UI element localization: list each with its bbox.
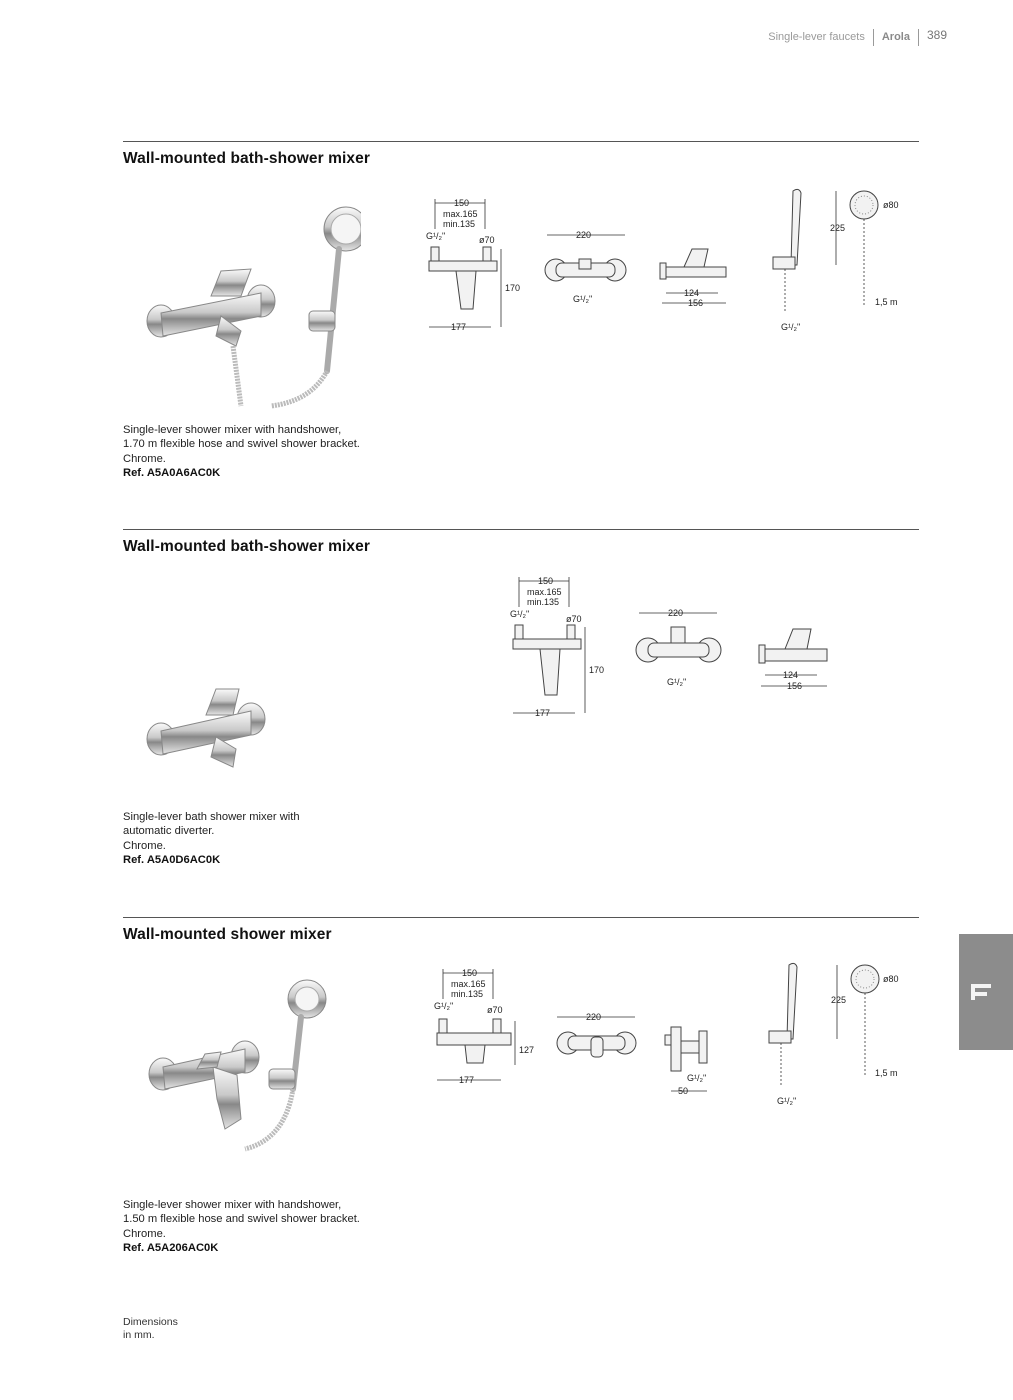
section-title: Wall-mounted bath-shower mixer — [123, 538, 371, 555]
product-ref: Ref. A5A206AC0K — [123, 1241, 219, 1254]
header-divider — [918, 29, 919, 46]
footnote-line: in mm. — [123, 1329, 155, 1341]
plan-dimension-drawing — [541, 225, 636, 315]
side-dimension-drawing — [658, 231, 738, 316]
product-description — [123, 810, 300, 867]
section-divider — [123, 917, 919, 918]
dim-177: 177 — [459, 1075, 475, 1085]
header-divider — [873, 29, 874, 46]
dim-220: 220 — [576, 230, 592, 240]
description-line: automatic diverter. — [123, 825, 215, 838]
section-title: Wall-mounted bath-shower mixer — [123, 150, 371, 167]
dim-g-half-inch-hose-left: G¹/₂" — [781, 322, 801, 332]
dim-max165: max.165 — [443, 209, 478, 219]
dim-g-half-inch-front: G¹/₂" — [573, 294, 593, 304]
product-section-3 — [123, 917, 919, 1254]
description-line: Single-lever shower mixer with handshower, — [123, 424, 342, 436]
footnote-line: Dimensions — [123, 1316, 178, 1328]
handshower-dimension-drawing — [759, 959, 924, 1109]
dim-225: 225 — [830, 223, 846, 233]
shower-mixer-with-handshower-photo — [145, 979, 365, 1154]
plan-dimension-drawing — [633, 605, 728, 695]
section-divider — [123, 529, 919, 530]
dim-220: 220 — [586, 1012, 602, 1022]
dim-156: 156 — [688, 298, 704, 308]
dim-170: 170 — [589, 665, 605, 675]
dim-124: 124 — [684, 288, 700, 298]
dim-hose-length: 1,5 m — [875, 1068, 898, 1078]
dim-150: 150 — [538, 577, 554, 586]
header-collection: Arola — [881, 31, 910, 43]
dim-dia70: ø70 — [566, 614, 582, 624]
dimensions-footnote — [123, 1316, 178, 1342]
dim-min135: min.135 — [527, 597, 560, 607]
faucet-icon — [959, 934, 1013, 1050]
dim-177: 177 — [451, 322, 467, 332]
bath-shower-mixer-photo — [141, 679, 271, 779]
dim-dia70: ø70 — [479, 235, 495, 245]
section-divider — [123, 141, 919, 142]
plan-dimension-drawing — [551, 1007, 646, 1067]
dim-156: 156 — [787, 681, 803, 691]
dim-150: 150 — [462, 968, 478, 978]
description-line: Chrome. — [123, 452, 166, 465]
dim-g-half-inch: G¹/₂" — [426, 231, 446, 241]
dim-g-half-inch-side: G¹/₂" — [687, 1073, 707, 1083]
dim-max165: max.165 — [527, 587, 562, 597]
dim-g-half-inch: G¹/₂" — [434, 1001, 454, 1011]
handshower-dimension-drawing — [763, 185, 928, 335]
page-number: 389 — [926, 28, 947, 42]
bath-shower-mixer-with-handshower-photo — [141, 201, 361, 411]
dim-124: 124 — [783, 670, 799, 680]
dim-hose-length: 1,5 m — [875, 297, 898, 307]
dim-177: 177 — [535, 708, 551, 718]
section-tab-marker — [959, 934, 1013, 1050]
side-dimension-drawing — [661, 1021, 731, 1101]
dim-dia80: ø80 — [883, 200, 899, 210]
side-dimension-drawing — [755, 615, 840, 700]
dim-220: 220 — [668, 608, 684, 618]
dim-g-half-inch-hose-left: G¹/₂" — [777, 1096, 797, 1106]
page-header — [768, 28, 947, 46]
product-section-2 — [123, 529, 919, 866]
dim-225: 225 — [831, 995, 847, 1005]
product-section-1 — [123, 141, 919, 479]
description-line: Single-lever bath shower mixer with — [123, 811, 300, 823]
dim-50: 50 — [678, 1086, 689, 1096]
product-description — [123, 423, 360, 480]
dim-g-half-inch: G¹/₂" — [510, 609, 530, 619]
description-line: 1.70 m flexible hose and swivel shower bracket. — [123, 438, 360, 451]
description-line: Chrome. — [123, 1227, 166, 1240]
product-description — [123, 1198, 360, 1255]
dim-g-half-inch-front: G¹/₂" — [667, 677, 687, 687]
dim-127: 127 — [519, 1045, 535, 1055]
description-line: 1.50 m flexible hose and swivel shower bracket. — [123, 1213, 360, 1226]
dim-150: 150 — [454, 198, 470, 208]
description-line: Single-lever shower mixer with handshower, — [123, 1199, 342, 1211]
dim-max165: max.165 — [451, 979, 486, 989]
dim-dia80: ø80 — [883, 974, 899, 984]
dim-170: 170 — [505, 283, 521, 293]
dim-min135: min.135 — [451, 989, 484, 999]
description-line: Chrome. — [123, 839, 166, 852]
dim-dia70: ø70 — [487, 1005, 503, 1015]
section-title: Wall-mounted shower mixer — [123, 926, 332, 943]
header-category: Single-lever faucets — [768, 31, 865, 43]
dim-min135: min.135 — [443, 219, 476, 229]
product-ref: Ref. A5A0D6AC0K — [123, 853, 221, 866]
product-ref: Ref. A5A0A6AC0K — [123, 466, 221, 479]
